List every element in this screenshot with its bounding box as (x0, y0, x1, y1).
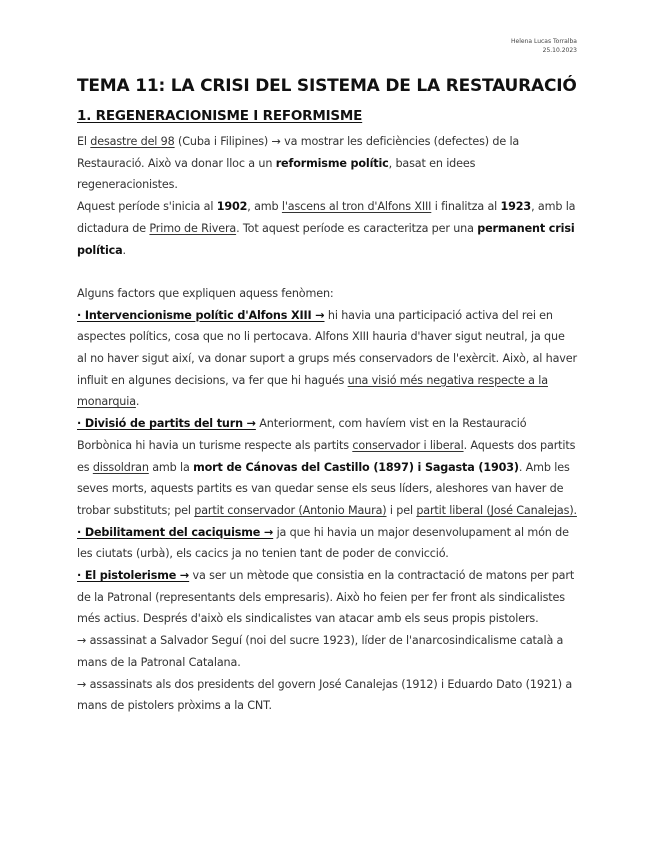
factor-label: · Debilitament del caciquisme → (77, 525, 274, 539)
factor-pistolerisme: · El pistolerisme → va ser un mètode que consistia en la contractació de matons per part de la Patronal (representants dels empresaris). Això ho feien per fer front als sindicalistes més actius. Després d'això els sindicalistes van atacar amb els seus propis pistolers. (77, 569, 575, 626)
section-heading: 1. REGENERACIONISME I REFORMISME (77, 108, 363, 124)
bullet-segui: → assassinat a Salvador Seguí (noi del sucre 1923), líder de l'anarcosindicalisme català a mans de la Patronal Catalana. (77, 634, 564, 669)
document-header (511, 37, 577, 55)
document-body (77, 131, 577, 717)
bold-term: reformisme polític (275, 156, 389, 170)
factor-divisio-partits: · Divisió de partits del turn → Anteriorment, com havíem vist en la Restauració Borbònica hi havia un turisme respecte als partits conservador i liberal. Aquests dos partits es dissoldran amb la mort de Cánovas del Castillo (1897) i Sagasta (1903). Amb les seves morts, aquests partits es van quedar sense els seus líders, aleshores van haver de trobar substituts; pel partit conservador (Antonio Maura) i pel partit liberal (José Canalejas). (77, 417, 577, 517)
document-title: TEMA 11: LA CRISI DEL SISTEMA DE LA RESTAURACIÓ (77, 76, 577, 96)
factor-label: · El pistolerisme → (77, 569, 190, 583)
paragraph-factors-intro: Alguns factors que expliquen aquess fenòmen: (77, 286, 334, 300)
factor-label: · Divisió de partits del turn → (77, 417, 256, 431)
author-name: Helena Lucas Torralba (511, 38, 577, 45)
bullet-presidents: → assassinats als dos presidents del govern José Canalejas (1912) i Eduardo Dato (1921) a mans de pistolers pròxims a la CNT. (77, 677, 573, 713)
factor-intervencionisme: · Intervencionisme polític d'Alfons XIII → hi havia una participació activa del rei en aspectes polítics, cosa que no li pertocava. Alfons XIII hauria d'haver sigut neutral, ja que al no haver sigut així, va donar suport a grups més conservadors de l'exèrcit. Això, al haver influit en algunes decisions, va fer que hi hagués una visió més negativa respecte a la monarquia. (77, 308, 577, 409)
document-date: 25.10.2023 (542, 47, 577, 54)
underlined-term: desastre del 98 (90, 135, 175, 148)
paragraph-period: Aquest període s'inicia al 1902, amb l'ascens al tron d'Alfons XIII i finalitza al 1923, amb la dictadura de Primo de Rivera. Tot aquest període es caracteritza per una permanent crisi política. (77, 200, 576, 257)
factor-label: · Intervencionisme polític d'Alfons XIII → (77, 308, 325, 322)
paragraph-intro: El desastre del 98 (Cuba i Filipines) → va mostrar les deficiències (defectes) de la Restauració. Això va donar lloc a un reformisme polític, basat en idees regeneracionistes. (77, 135, 520, 192)
factor-caciquisme: · Debilitament del caciquisme → ja que hi havia un major desenvolupament al món de les ciutats (urbà), els cacics ja no tenien tant de poder de convicció. (77, 525, 569, 561)
